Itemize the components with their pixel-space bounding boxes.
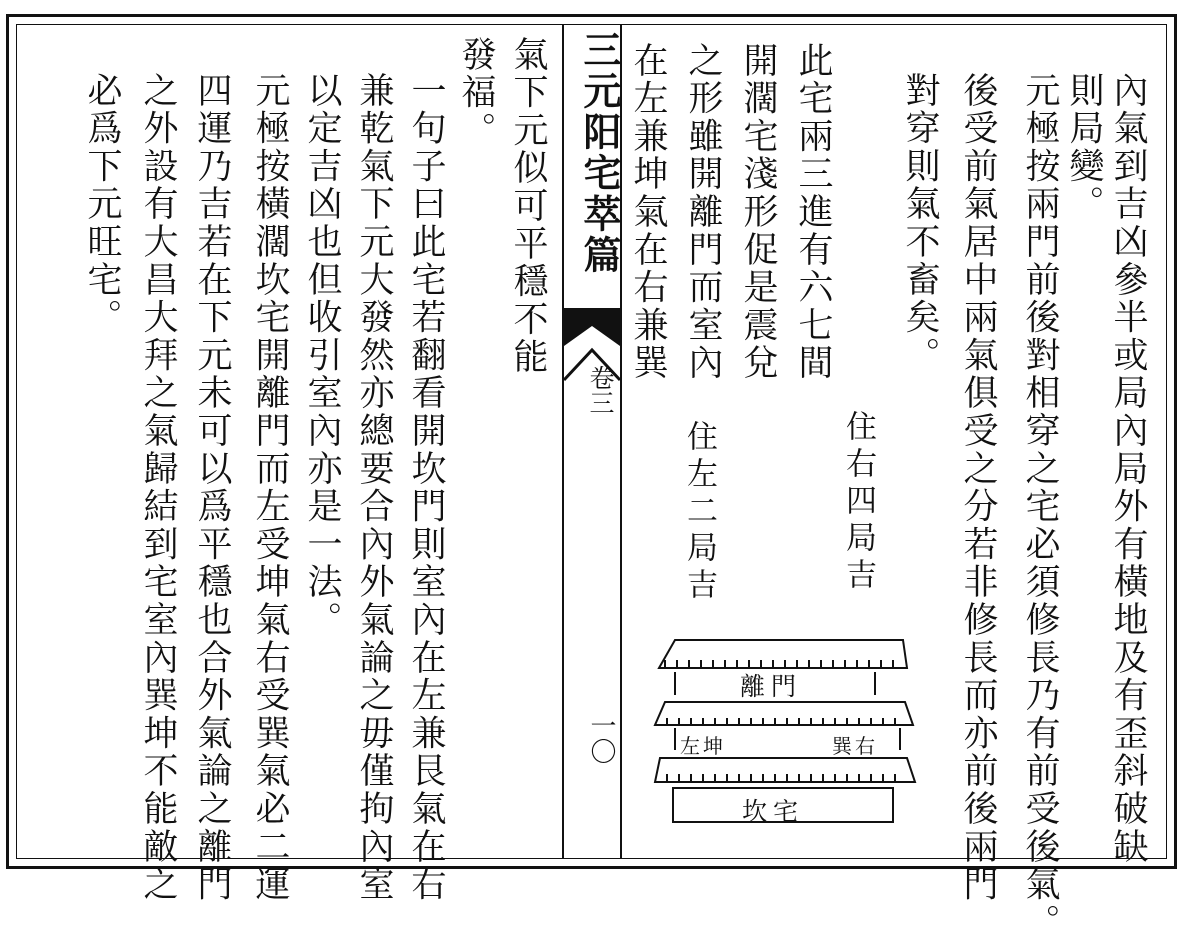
left-text-column-9: 必爲下元旺宅。	[82, 72, 122, 337]
right-text-column-6: 此宅兩三進有六七間	[793, 42, 833, 383]
right-text-column-8: 之形雖開離門而室內	[683, 42, 723, 383]
diagram-left-label: 左坤	[680, 734, 726, 758]
left-text-column-1: 氣下元似可平穩不能	[508, 36, 548, 377]
right-text-column-2: 則局變。	[1064, 72, 1104, 224]
diagram-door-label: 離門	[740, 672, 803, 701]
side-note-right-four: 住右四局吉	[840, 410, 876, 595]
left-text-column-4: 兼乾氣下元大發然亦總要合內外氣論之毋僅拘內室	[354, 72, 394, 904]
book-title: 三元阳宅萃篇	[577, 30, 622, 276]
right-text-column-7: 開濶宅淺形促是震兌	[738, 42, 778, 383]
diagram-right-label: 巽右	[832, 734, 878, 758]
page-number: 一〇	[586, 712, 616, 764]
left-text-column-5: 以定吉凶也但收引室內亦是一法。	[302, 72, 342, 639]
left-text-column-8: 之外設有大昌大拜之氣歸結到宅室內巽坤不能敵之	[138, 72, 178, 904]
diagram-house-label: 坎宅	[742, 797, 805, 826]
left-text-column-7: 四運乃吉若在下元未可以爲平穩也合外氣論之離門	[192, 72, 232, 904]
volume-label: 卷三	[586, 365, 615, 415]
left-text-column-2: 發福。	[456, 36, 496, 150]
side-note-left-two: 住左二局吉	[681, 420, 717, 605]
right-text-column-9: 在左兼坤氣在右兼巽	[628, 42, 668, 383]
right-text-column-3: 元極按兩門前後對相穿之宅必須修長乃有前受後氣。	[1020, 72, 1060, 941]
left-text-column-6: 元極按橫濶坎宅開離門而左受坤氣右受巽氣必二運	[250, 72, 290, 904]
left-text-column-3: 一句子曰此宅若翻看開坎門則室內在左兼艮氣在右	[406, 72, 446, 904]
right-text-column-4: 後受前氣居中兩氣俱受之分若非修長而亦前後兩門	[958, 72, 998, 904]
right-text-column-5: 對穿則氣不畜矣。	[900, 72, 940, 375]
right-text-column-1: 內氣到吉凶參半或局內局外有橫地及有歪斜破缺	[1108, 72, 1148, 866]
